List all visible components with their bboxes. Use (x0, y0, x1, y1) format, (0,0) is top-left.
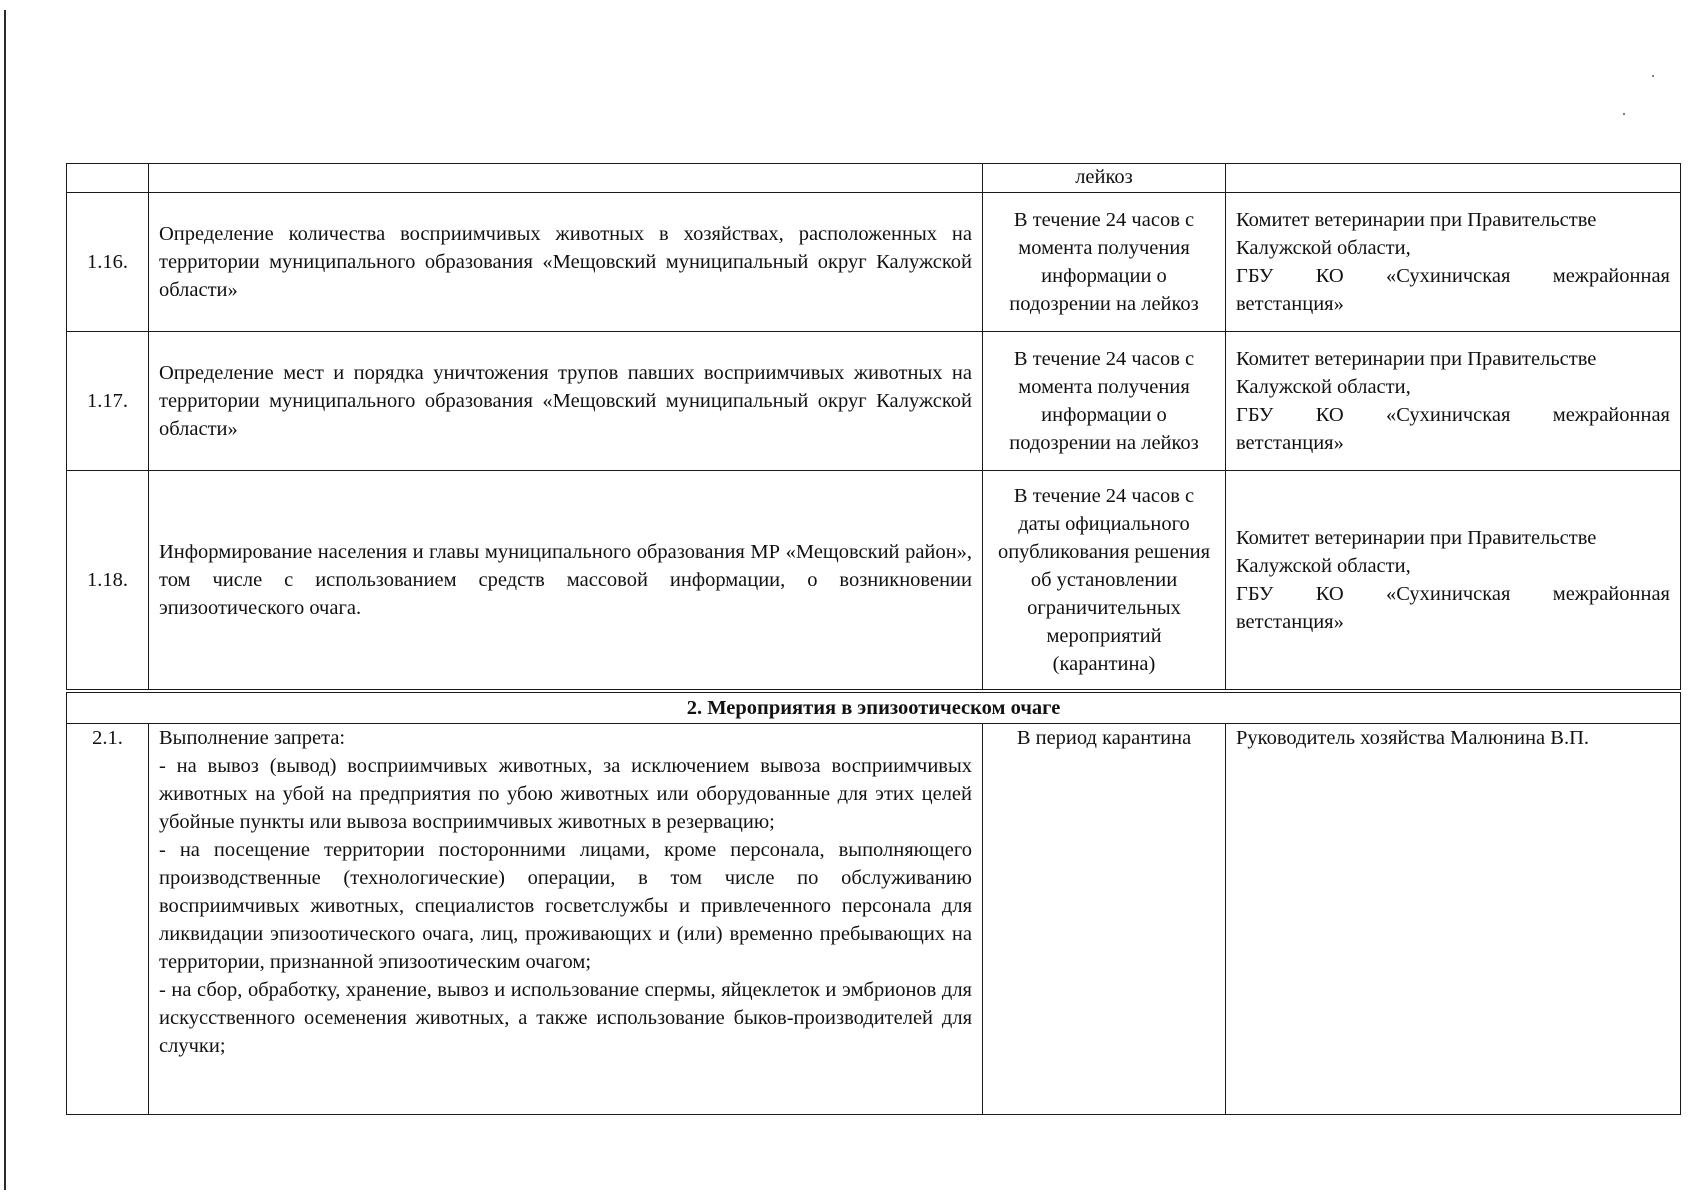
responsible-line-2: ГБУ КО «Сухиничская межрайонная ветстанция» (1236, 265, 1670, 315)
cell-num (67, 164, 149, 193)
row-term: В течение 24 часов с момента получения информации о подозрении на лейкоз (983, 332, 1226, 471)
table-row (67, 471, 1681, 692)
action-line: - на посещение территории посторонними лицами, кроме персонала, выполняющего производственные (технологические) операции, в том числе по обслуживанию восприимчивых животных, специалистов госветслужбы и привлеченного персонала для ликвидации эпизоотического очага, лиц, проживающих и (или) временно пребывающих на территории, признанной эпизоотическим очагом; (159, 839, 972, 973)
section-title: 2. Мероприятия в эпизоотическом очаге (67, 691, 1681, 724)
row-responsible: Руководитель хозяйства Малюнина В.П. (1226, 724, 1681, 1115)
measures-table (66, 163, 1681, 1115)
row-term: В течение 24 часов с даты официального опубликования решения об установлении ограничительных мероприятий (карантина) (983, 471, 1226, 692)
row-responsible (1226, 471, 1681, 692)
table-row (67, 193, 1681, 332)
cell-term: лейкоз (983, 164, 1226, 193)
scan-speck (1652, 75, 1654, 77)
row-number: 1.17. (67, 332, 149, 471)
row-action: Определение количества восприимчивых животных в хозяйствах, расположенных на территории муниципального образования «Мещовский муниципальный округ Калужской области» (149, 193, 983, 332)
table-row (67, 332, 1681, 471)
scan-border-line (4, 10, 6, 1190)
cell-action (149, 164, 983, 193)
action-line: Выполнение запрета: (159, 727, 346, 749)
row-action: Определение мест и порядка уничтожения трупов павших восприимчивых животных на территории муниципального образования «Мещовский муниципальный округ Калужской области» (149, 332, 983, 471)
row-number: 1.18. (67, 471, 149, 692)
row-term: В течение 24 часов с момента получения информации о подозрении на лейкоз (983, 193, 1226, 332)
section-header-row (67, 691, 1681, 724)
table-row-continuation (67, 164, 1681, 193)
table-row (67, 724, 1681, 1115)
row-number: 1.16. (67, 193, 149, 332)
scan-speck (1623, 113, 1625, 115)
responsible-line-2: ГБУ КО «Сухиничская межрайонная ветстанция» (1236, 583, 1670, 633)
cell-responsible (1226, 164, 1681, 193)
row-responsible (1226, 193, 1681, 332)
row-term: В период карантина (983, 724, 1226, 1115)
responsible-line-2: ГБУ КО «Сухиничская межрайонная ветстанция» (1236, 404, 1670, 454)
action-line: - на вывоз (вывод) восприимчивых животных, за исключением вывоза восприимчивых животных на убой на предприятия по убою животных или оборудованные для этих целей убойные пункты или вывоза восприимчивых животных в резервацию; (159, 755, 972, 833)
row-action: Информирование населения и главы муниципального образования МР «Мещовский район», том числе с использованием средств массовой информации, о возникновении эпизоотического очага. (149, 471, 983, 692)
responsible-line-1: Комитет ветеринарии при Правительстве Калужской области, (1236, 348, 1597, 398)
action-line: - на сбор, обработку, хранение, вывоз и использование спермы, яйцеклеток и эмбрионов для искусственного осеменения животных, а также использование быков-производителей для случки; (159, 979, 972, 1057)
row-number: 2.1. (67, 724, 149, 1115)
row-action (149, 724, 983, 1115)
responsible-line-1: Комитет ветеринарии при Правительстве Калужской области, (1236, 527, 1597, 577)
responsible-line-1: Комитет ветеринарии при Правительстве Калужской области, (1236, 209, 1597, 259)
row-responsible (1226, 332, 1681, 471)
